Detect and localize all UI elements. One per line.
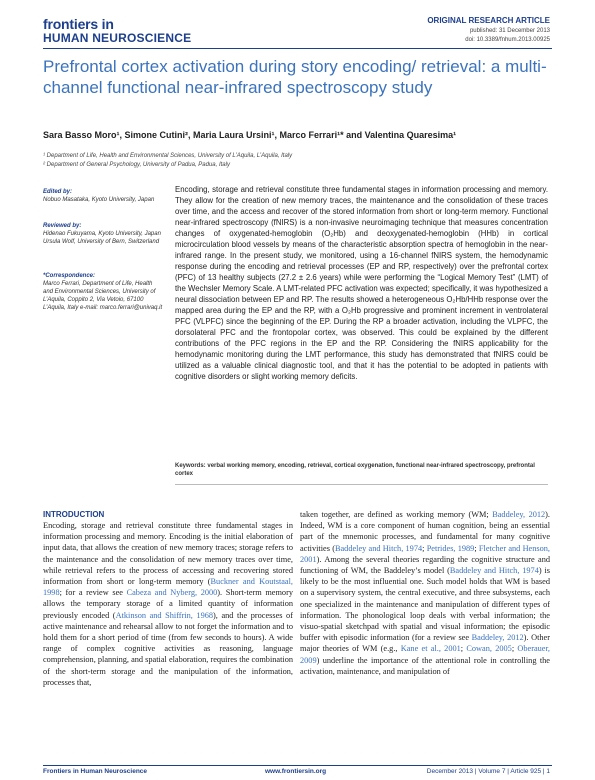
introduction-heading: INTRODUCTION: [43, 510, 105, 519]
body-text: ;: [422, 543, 427, 553]
body-text: Encoding, storage and retrieval constitute three fundamental stages in information processing and memory. Encoding is the initial elaboration of input data, that allows the creation of new memory traces; storage refers to the maintenance and the consolidation of new memory traces over time, while retrieval refers to the process of accessing and recovering stored information from short or long-term memory (: [43, 521, 293, 587]
body-text: ;: [474, 543, 479, 553]
citation-link[interactable]: Atkinson and Shiffrin, 1968: [115, 610, 214, 620]
affiliation-2: ² Department of General Psychology, University of Padua, Padua, Italy: [43, 162, 230, 168]
footer-journal: Frontiers in Human Neuroscience: [43, 768, 148, 775]
footer-website[interactable]: www.frontiersin.org: [265, 768, 327, 775]
article-type: ORIGINAL RESEARCH ARTICLE: [427, 16, 550, 25]
article-title: Prefrontal cortex activation during story encoding/ retrieval: a multi-channel functional near-infrared spectroscopy study: [43, 57, 547, 97]
reviewed-text: Hidenao Fukuyama, Kyoto University, Japan Ursula Wolf, University of Bern, Switzerland: [43, 231, 161, 245]
citation-link[interactable]: Petrides, 1989: [426, 543, 475, 553]
doi: doi: 10.3389/fnhum.2013.00925: [465, 37, 550, 43]
body-text: ). Among the several theories regarding the cognitive structure and functioning of WM, the Baddeley’s model (: [300, 554, 550, 576]
body-text: ;: [460, 644, 467, 654]
body-text: taken together, are defined as working memory (WM;: [300, 510, 493, 519]
edited-by: [43, 188, 163, 204]
footer-citation: December 2013 | Volume 7 | Article 925 | 1: [426, 768, 550, 775]
edited-text: Nobuo Masataka, Kyoto University, Japan: [43, 197, 155, 203]
body-text: ;: [511, 644, 518, 654]
edited-label: Edited by:: [43, 189, 73, 195]
body-text: ). Indeed, WM is a core component of human cognition, being an essential part of the mnemonic processes, and fundamental for many cognitive activities (: [300, 510, 551, 553]
citation-link[interactable]: Baddeley, 2012: [471, 633, 524, 643]
published-date: published: 31 December 2013: [469, 28, 550, 34]
affiliation-1: ¹ Department of Life, Health and Environmental Sciences, University of L’Aquila, L’Aquila, Italy: [43, 153, 293, 159]
body-text: ) is likely to be the most influential one. Such model holds that WM is based on a supervisory system, the central executive, and three subsystems, each one specialized in the maintenance and manipulation of different types of information. The phonological loop deals with verbal information; the visuo-spatial sketchpad with spatial and visual information; the episodic buffer with episodic information (for a review see: [300, 566, 551, 643]
reviewed-label: Reviewed by:: [43, 223, 82, 229]
body-text: ), and the processes of active maintenance and rehearsal allow to not forget the information and to hold them for a short period of time (from few seconds to hours). A wide range of complex cognitive activities as reasoning, language comprehension, planning, and spatial elaboration, requires the combination of the short-term storage and the manipulation of the information, processes that,: [43, 610, 293, 687]
keywords-text: verbal working memory, encoding, retrieval, cortical oxygenation, functional near-infrared spectroscopy, prefrontal cortex: [175, 463, 535, 477]
citation-link[interactable]: Baddeley and Hitch, 1974: [334, 543, 423, 553]
journal-name: frontiers in: [43, 16, 114, 32]
citation-link[interactable]: Baddeley, 2012: [492, 510, 546, 519]
citation-link[interactable]: Fletcher and Henson, 2001: [300, 543, 550, 564]
citation-link[interactable]: Cowan, 2005: [466, 644, 512, 654]
citation-link[interactable]: Kane et al., 2001: [400, 644, 461, 654]
correspondence: [43, 272, 163, 312]
keywords: [175, 462, 548, 478]
body-text: ) underline the importance of the attentional role in controlling the activation, maintenance, and manipulation of: [300, 655, 550, 676]
correspondence-text: Marco Ferrari, Department of Life, Health and Environmental Sciences, University of L’Aquila, Coppito 2, Via Vetoio, 67100 L’Aquila, Italy e-mail: marco.ferrari@univaq.it: [43, 281, 163, 311]
keywords-rule: [175, 484, 548, 485]
keywords-label: Keywords:: [175, 463, 206, 469]
citation-link[interactable]: Buckner and Koutstaal, 1998: [43, 577, 293, 598]
body-text: ). Short-term memory allows the temporary storage of a limited quantity of information previously encoded (: [43, 588, 293, 620]
citation-link[interactable]: Baddeley and Hitch, 1974: [449, 566, 539, 576]
body-text: ). Other major theories of WM (e.g.,: [300, 633, 550, 654]
author-list: Sara Basso Moro¹, Simone Cutini², Maria Laura Ursini¹, Marco Ferrari¹* and Valentina Quaresima¹: [43, 130, 457, 140]
citation-link[interactable]: Cabeza and Nyberg, 2000: [126, 588, 218, 598]
abstract: Encoding, storage and retrieval constitute three fundamental stages in information processing and memory. They allow for the creation of new memory traces, the maintenance and the consolidation of these traces over time, and the access and recover of the stored information from short or long-term memory. Functional near-infrared spectroscopy (fNIRS) is a non-invasive neuroimaging technique that measures concentration changes of oxygenated-hemoglobin (O₂Hb) and deoxygenated-hemoglobin (HHb) in cortical microcirculation blood vessels by means of the characteristic absorption spectra of hemoglobin in the near-infrared range. In the present study, we monitored, using a 16-channel fNIRS system, the hemodynamic response during the encoding and retrieval processes (EP and RP, respectively) over the prefrontal cortex (PFC) of 13 healthy subjects (27.2 ± 2.6 years) while were performing the “Logical Memory Test” (LMT) of the Wechsler Memory Scale. A LMT-related PFC activation was expected; specifically, it was hypothesized a neural dissociation between EP and RP. The results showed a heterogeneous O₂Hb/HHb response over the mapped area during the EP and the RP, with a O₂Hb progressive and prominent increment in ventrolateral PFC (VLPFC) since the beginning of the EP. During the RP a broader activation, including the VLPFC, the dorsolateral PFC and the frontopolar cortex, was observed. This could be explained by the different contributions of the PFC regions in the EP and the RP. Considering the fNIRS applicability for the hemodynamic monitoring during the LMT performance, this study has demonstrated that fNIRS could be utilized as a valuable clinical diagnostic tool, and that it has the potential to be adopted in patients with cognitive disorders or slight working memory deficits.: [175, 185, 548, 381]
body-text: ; for a review see: [59, 588, 127, 598]
citation-link[interactable]: Oberauer, 2009: [300, 644, 550, 665]
correspondence-label: *Correspondence:: [43, 273, 96, 279]
journal-subtitle: HUMAN NEUROSCIENCE: [43, 31, 192, 45]
footer-rule: [43, 765, 552, 766]
header-rule: [43, 48, 552, 49]
intro-column-1: [43, 520, 293, 688]
intro-column-2: [300, 509, 550, 677]
reviewed-by: [43, 222, 163, 246]
